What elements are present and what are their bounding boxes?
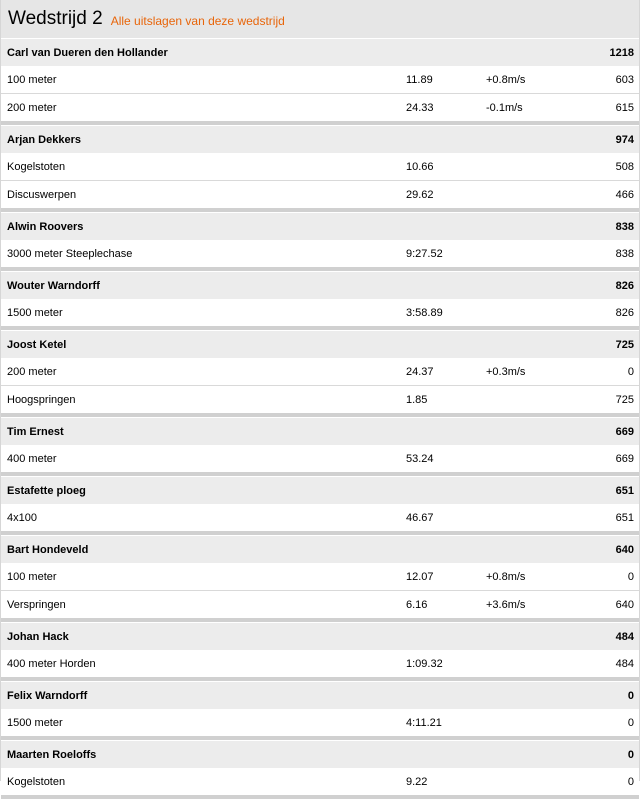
athlete-name: Carl van Dueren den Hollander — [7, 46, 168, 59]
event-performance: 29.62 — [406, 188, 434, 201]
athlete-row[interactable] — [1, 38, 639, 66]
athlete-group — [1, 476, 639, 535]
event-name: 100 meter — [7, 570, 57, 583]
athlete-group — [1, 740, 639, 799]
athlete-name: Tim Ernest — [7, 425, 64, 438]
event-wind: +0.8m/s — [486, 570, 526, 583]
event-points: 0 — [627, 570, 634, 583]
event-points: 669 — [615, 452, 634, 465]
event-points: 0 — [627, 365, 634, 378]
event-name: 200 meter — [7, 101, 57, 114]
event-row — [1, 66, 639, 94]
athlete-name: Johan Hack — [7, 630, 69, 643]
page-title: Wedstrijd 2 — [8, 8, 103, 29]
event-row — [1, 299, 639, 326]
athlete-row[interactable] — [1, 271, 639, 299]
event-performance: 1.85 — [406, 393, 428, 406]
athlete-group — [1, 681, 639, 740]
event-row — [1, 504, 639, 531]
athlete-total-points: 651 — [615, 484, 634, 497]
event-points: 0 — [627, 775, 634, 788]
event-row — [1, 94, 639, 121]
event-wind: +0.3m/s — [486, 365, 526, 378]
athlete-total-points: 838 — [615, 220, 634, 233]
event-performance: 11.89 — [406, 73, 433, 86]
event-row — [1, 240, 639, 267]
athlete-group — [1, 330, 639, 417]
athlete-row[interactable] — [1, 417, 639, 445]
event-row — [1, 181, 639, 208]
event-name: 100 meter — [7, 73, 57, 86]
event-wind: +0.8m/s — [486, 73, 526, 86]
event-row — [1, 386, 639, 413]
athlete-total-points: 1218 — [609, 46, 634, 59]
event-name: Discuswerpen — [7, 188, 77, 201]
athlete-total-points: 484 — [615, 630, 634, 643]
event-name: 400 meter Horden — [7, 657, 96, 670]
event-name: Hoogspringen — [7, 393, 76, 406]
event-performance: 46.67 — [406, 511, 434, 524]
athlete-row[interactable] — [1, 622, 639, 650]
event-performance: 10.66 — [406, 160, 434, 173]
athlete-row[interactable] — [1, 330, 639, 358]
athlete-row[interactable] — [1, 681, 639, 709]
results-list — [1, 38, 639, 799]
all-results-link[interactable]: Alle uitslagen van deze wedstrijd — [110, 13, 285, 28]
event-points: 484 — [615, 657, 634, 670]
event-performance: 1:09.32 — [406, 657, 443, 670]
athlete-group — [1, 622, 639, 681]
athlete-total-points: 0 — [627, 689, 634, 702]
event-name: 4x100 — [7, 511, 37, 524]
event-name: 400 meter — [7, 452, 57, 465]
athlete-group — [1, 417, 639, 476]
event-name: Kogelstoten — [7, 775, 66, 788]
athlete-name: Arjan Dekkers — [7, 133, 81, 146]
event-points: 651 — [615, 511, 634, 524]
athlete-name: Wouter Warndorff — [7, 279, 100, 292]
event-performance: 9.22 — [406, 775, 428, 788]
athlete-group — [1, 125, 639, 212]
athlete-total-points: 826 — [615, 279, 634, 292]
event-name: 200 meter — [7, 365, 57, 378]
event-points: 640 — [615, 598, 634, 611]
event-row — [1, 445, 639, 472]
athlete-group — [1, 271, 639, 330]
event-name: 1500 meter — [7, 306, 63, 319]
event-row — [1, 768, 639, 795]
athlete-total-points: 0 — [627, 748, 634, 761]
event-performance: 24.37 — [406, 365, 434, 378]
event-name: Kogelstoten — [7, 160, 66, 173]
event-name: 3000 meter Steeplechase — [7, 247, 133, 260]
event-name: Verspringen — [7, 598, 66, 611]
event-row — [1, 563, 639, 591]
event-points: 838 — [615, 247, 634, 260]
event-performance: 53.24 — [406, 452, 434, 465]
athlete-name: Maarten Roeloffs — [7, 748, 97, 761]
event-row — [1, 709, 639, 736]
event-points: 826 — [615, 306, 634, 319]
event-wind: +3.6m/s — [486, 598, 526, 611]
group-divider — [1, 795, 639, 799]
event-row — [1, 153, 639, 181]
event-points: 466 — [615, 188, 634, 201]
page-header — [1, 0, 639, 38]
event-performance: 9:27.52 — [406, 247, 443, 260]
event-points: 603 — [615, 73, 634, 86]
athlete-row[interactable] — [1, 535, 639, 563]
athlete-name: Joost Ketel — [7, 338, 67, 351]
athlete-name: Felix Warndorff — [7, 689, 88, 702]
event-row — [1, 591, 639, 618]
athlete-group — [1, 212, 639, 271]
athlete-name: Bart Hondeveld — [7, 543, 89, 556]
event-points: 0 — [627, 716, 634, 729]
athlete-name: Alwin Roovers — [7, 220, 84, 233]
event-performance: 6.16 — [406, 598, 428, 611]
event-row — [1, 650, 639, 677]
athlete-total-points: 725 — [615, 338, 634, 351]
event-points: 725 — [615, 393, 634, 406]
event-performance: 24.33 — [406, 101, 434, 114]
event-performance: 12.07 — [406, 570, 434, 583]
event-row — [1, 358, 639, 386]
event-performance: 4:11.21 — [406, 716, 442, 729]
event-name: 1500 meter — [7, 716, 63, 729]
athlete-group — [1, 535, 639, 622]
athlete-total-points: 640 — [615, 543, 634, 556]
athlete-row[interactable] — [1, 212, 639, 240]
athlete-group — [1, 38, 639, 125]
athlete-total-points: 974 — [615, 133, 634, 146]
event-performance: 3:58.89 — [406, 306, 443, 319]
athlete-total-points: 669 — [615, 425, 634, 438]
event-wind: -0.1m/s — [486, 101, 523, 114]
event-points: 615 — [615, 101, 634, 114]
athlete-row[interactable] — [1, 740, 639, 768]
athlete-row[interactable] — [1, 476, 639, 504]
event-points: 508 — [615, 160, 634, 173]
athlete-name: Estafette ploeg — [7, 484, 86, 497]
athlete-row[interactable] — [1, 125, 639, 153]
